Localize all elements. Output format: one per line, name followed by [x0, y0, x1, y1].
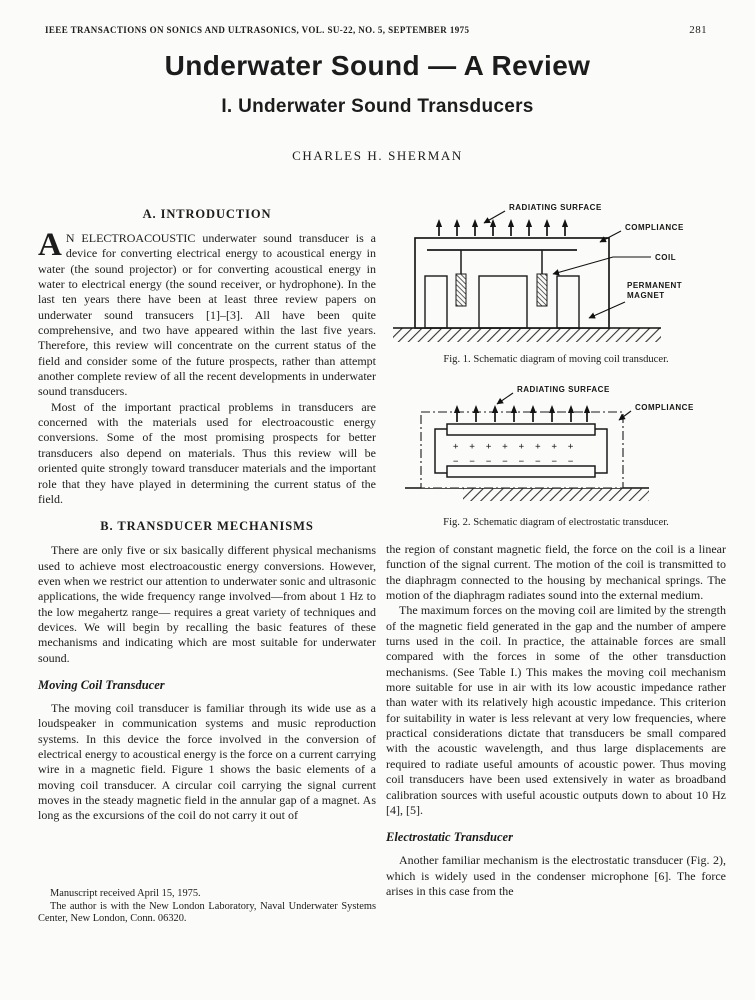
drop-cap: A [38, 227, 62, 263]
figure-2-caption: Fig. 2. Schematic diagram of electrostatic transducer. [443, 517, 669, 528]
lead-caps: N ELECTROACOUSTIC [65, 231, 196, 245]
fig2-radiating-surface-label: RADIATING SURFACE [517, 385, 610, 394]
coil-right-section [537, 274, 547, 306]
section-heading-introduction: A. INTRODUCTION [142, 207, 272, 221]
bottom-electrode-plate [447, 466, 595, 477]
positive-charge-row: ++++++++ [453, 442, 585, 452]
magnet-housing [415, 238, 609, 328]
intro-paragraph-2: Most of the important practical problems in transducers are concerned with the materials used for electroacoustic energy conversions. Some of the most promising prospects for better transducers also depend on materials. Thus this review will be oriented quite strongly toward transducer materials and the important role that they have played in determining the current status of the field. [38, 399, 376, 506]
moving-coil-transducer-diagram [391, 200, 721, 344]
fig1-radiating-surface-label: RADIATING SURFACE [509, 203, 602, 212]
figure-1 [386, 200, 726, 366]
fig1-permanent-magnet-label-line2: MAGNET [627, 291, 665, 300]
subsection-heading-electrostatic: Electrostatic Transducer [386, 830, 513, 845]
right-column-text [386, 542, 726, 899]
negative-charge-row: −−−−−−−− [453, 457, 585, 467]
author-name: CHARLES H. SHERMAN [292, 148, 463, 163]
ground-hatch [463, 488, 649, 501]
coil-left-section [456, 274, 466, 306]
electrostatic-transducer-diagram [391, 382, 721, 507]
mechanisms-paragraph: There are only five or six basically different physical mechanisms used to achieve most electroacoustic energy conversions. However, even when we restrict our attention to underwater sonic and ultrasonic applications, the wide frequency range involved—from about 1 Hz to the low megahertz range— requires a great variety of techniques and devices. We will begin by recalling the basic features of these mechanisms and indicating which are most suitable for underwater sound. [38, 543, 376, 665]
fig1-permanent-magnet-label-line1: PERMANENT [627, 281, 683, 290]
electrostatic-paragraph: Another familiar mechanism is the electrostatic transducer (Fig. 2), which is widely used in the condenser microphone [6]. The force arises in this case from the [386, 853, 726, 898]
top-electrode-plate [447, 424, 595, 435]
first-page-footnote [38, 888, 376, 926]
figure-1-caption: Fig. 1. Schematic diagram of moving coil transducer. [443, 354, 669, 365]
ground-hatch [393, 328, 661, 342]
left-column [38, 207, 376, 824]
fig1-compliance-label: COMPLIANCE [625, 223, 684, 232]
journal-line: IEEE TRANSACTIONS ON SONICS AND ULTRASONICS, VOL. SU-22, NO. 5, SEPTEMBER 1975 [45, 25, 470, 35]
moving-coil-paragraph: The moving coil transducer is familiar through its wide use as a loudspeaker in communication systems and music reproduction systems. In this device the force involved in the conversion of electrical energy to acoustical energy is the force on a current carrying wire in a magnetic field. Figure 1 shows the basic elements of a moving coil transducer. A circular coil carrying the signal current moves in the steady magnetic field in the annular gap of a magnet. As long as the excursions of the coil do not carry it out of [38, 700, 376, 823]
footnote-manuscript-received: Manuscript received April 15, 1975. [50, 888, 201, 899]
intro-paragraph-1 [38, 227, 376, 400]
running-header [45, 24, 707, 36]
article-title: Underwater Sound — A Review [164, 50, 591, 81]
continuation-paragraph-1: the region of constant magnetic field, the force on the coil is a linear function of the signal current. The motion of the coil is transmitted to the diaphragm connected to the housing by mechanical springs. The motion of the diaphragm radiates sound into the external medium. [386, 542, 726, 603]
footnote-author-affiliation: The author is with the New London Laboratory, Naval Underwater Systems Center, New London, Conn. 06320. [38, 900, 376, 925]
intro-paragraph-1-text: underwater sound transducer is a device for converting electrical energy to acoustical energy in water (the sound projector) or for converting acoustical energy in water to electrical energy (the sound receiver, or hydrophone). In the last ten years there have been at least three review papers on underwater sound transucers [1]–[3]. All have been quite comprehensive, and two have appeared within the last five years. Therefore, this review will concentrate on the current status of the field and consider some of the future prospects, rather than attempt another complete review of all the recent developments in underwater sound transducers. [38, 231, 376, 399]
figure-2 [386, 382, 726, 529]
article-subtitle: I. Underwater Sound Transducers [221, 96, 534, 117]
fig1-coil-label: COIL [655, 253, 677, 262]
section-heading-mechanisms: B. TRANSDUCER MECHANISMS [100, 519, 314, 534]
fig2-compliance-label: COMPLIANCE [635, 403, 694, 412]
continuation-paragraph-2: The maximum forces on the moving coil are limited by the strength of the magnetic field generated in the gap and the number of ampere turns used in the coil. In practice, the attainable forces are small compared with the forces in some of the other transduction mechanisms. (See Table I.) This makes the moving coil mechanism more suitable for use in air with its low acoustic impedance rather than water with its relatively high acoustic impedance. This criterion for suitability in water is less relevant at very low frequencies, where practical considerations dictate that transducers be small compared with the acoustic wavelength, and thus large displacements are required to radiate useful amounts of acoustic power. Thus moving coil transducers have been used extensively in water as broadband calibration sources with useful acoustic outputs down to about 10 Hz [4], [5]. [386, 603, 726, 817]
subsection-heading-moving-coil: Moving Coil Transducer [38, 677, 165, 692]
page-number: 281 [689, 24, 707, 36]
right-column [386, 200, 726, 899]
